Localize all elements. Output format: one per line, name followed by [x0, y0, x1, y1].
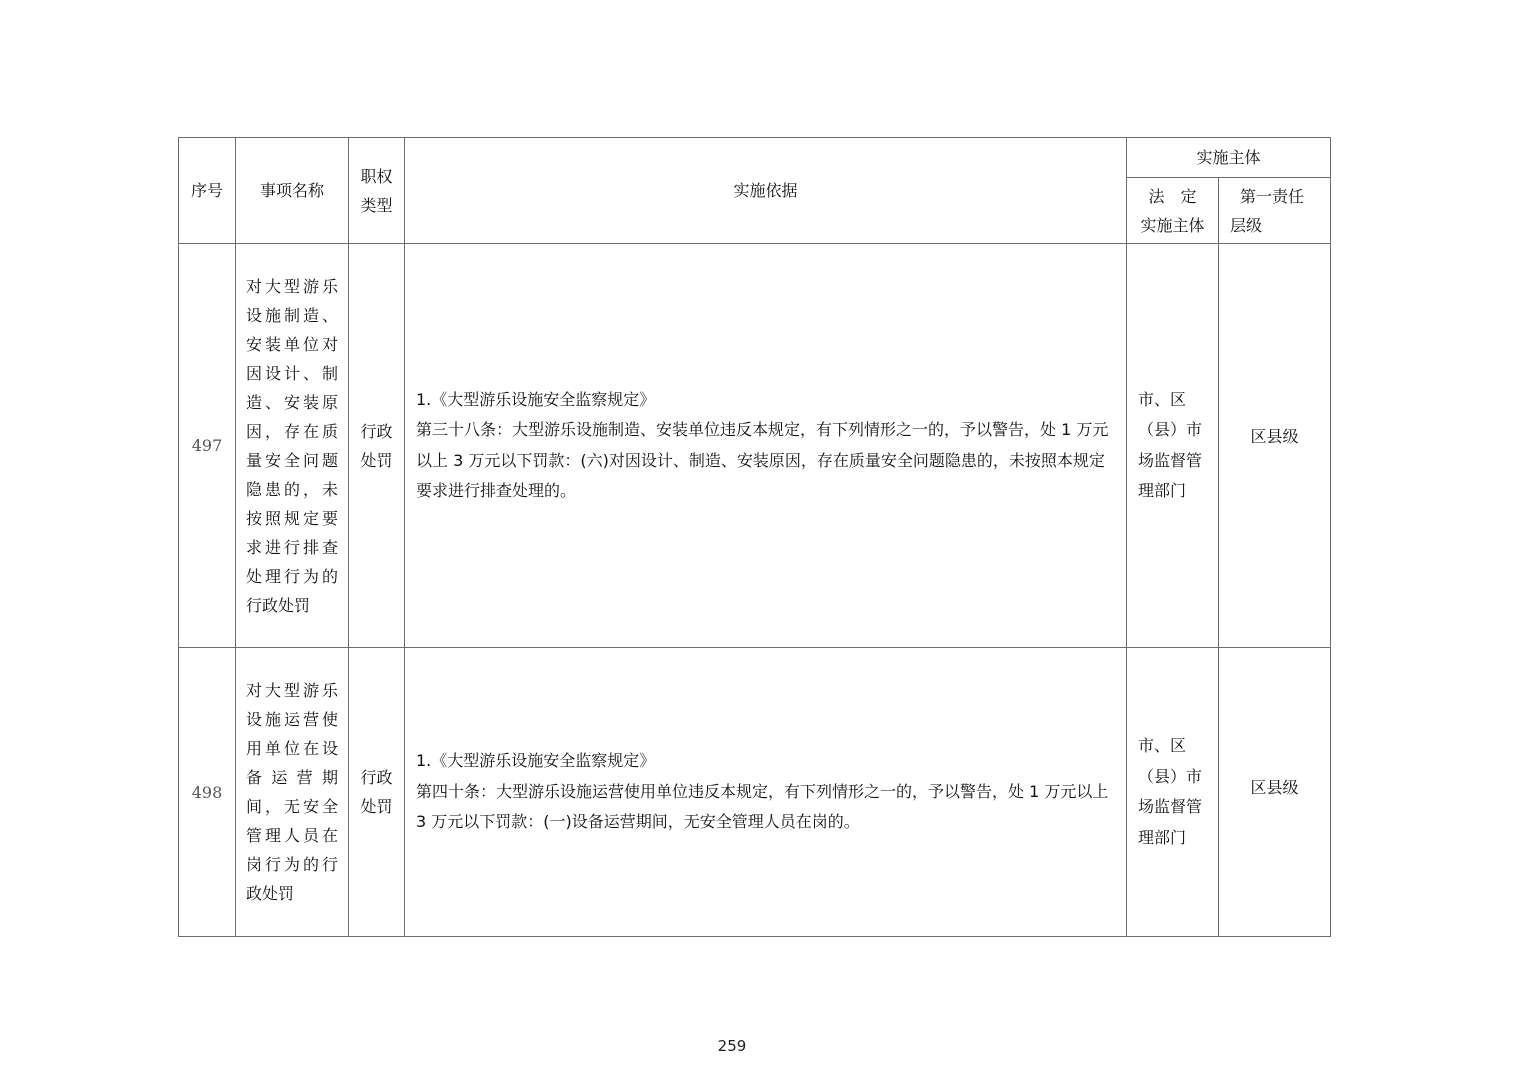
row-type: [349, 648, 405, 937]
header-type-line2: 类型: [360, 195, 393, 215]
page-number: 259: [717, 1037, 747, 1055]
row-type-line2: 处罚: [360, 797, 393, 816]
table-row: [179, 648, 1331, 937]
row-seq: 497: [179, 244, 236, 648]
header-basis: 实施依据: [405, 138, 1127, 244]
row-level: 区县级: [1219, 244, 1331, 648]
regulation-table: [178, 137, 1331, 937]
header-legal-line2: 实施主体: [1140, 215, 1205, 235]
row-type-line1: 行政: [360, 768, 393, 787]
row-item-name: [236, 244, 349, 648]
header-level-line2: 层级: [1230, 215, 1263, 235]
row-legal-subject-text: 市、区（县）市场监督管理部门: [1138, 736, 1203, 847]
row-item-name: [236, 648, 349, 937]
header-level: [1219, 178, 1331, 244]
header-level-line1: 第一责任: [1240, 186, 1305, 206]
row-legal-subject: [1127, 244, 1219, 648]
row-item-name-text: 对大型游乐设施运营使用单位在设备运营期间，无安全管理人员在岗行为的行政处罚: [246, 681, 338, 903]
header-type-line1: 职权: [360, 166, 393, 186]
header-subject: 实施主体: [1127, 138, 1331, 178]
header-legal-subject: [1127, 178, 1219, 244]
row-level: 区县级: [1219, 648, 1331, 937]
row-basis: [405, 244, 1127, 648]
row-item-name-text: 对大型游乐设施制造、安装单位对因设计、制造、安装原因，存在质量安全问题隐患的，未按照规定要求进行排查处理行为的行政处罚: [246, 276, 338, 615]
header-name: 事项名称: [236, 138, 349, 244]
row-legal-subject-text: 市、区（县）市场监督管理部门: [1138, 389, 1203, 500]
header-type: [349, 138, 405, 244]
header-row-top: [179, 138, 1331, 178]
row-basis-title: 1.《大型游乐设施安全监察规定》: [416, 389, 656, 409]
row-type: [349, 244, 405, 648]
row-seq: 498: [179, 648, 236, 937]
table-row: [179, 244, 1331, 648]
row-type-line1: 行政: [360, 421, 393, 441]
row-basis-title: 1.《大型游乐设施安全监察规定》: [416, 751, 656, 771]
row-legal-subject: [1127, 648, 1219, 937]
header-legal-line1: 法 定: [1148, 186, 1197, 206]
row-basis-text: 第四十条：大型游乐设施运营使用单位违反本规定，有下列情形之一的，予以警告，处 1 万元以上 3 万元以下罚款：(一)设备运营期间，无安全管理人员在岗的。: [416, 781, 1109, 832]
row-basis: [405, 648, 1127, 937]
header-seq: 序号: [179, 138, 236, 244]
row-basis-text: 第三十八条：大型游乐设施制造、安装单位违反本规定，有下列情形之一的，予以警告，处 1 万元以上 3 万元以下罚款：(六)对因设计、制造、安装原因，存在质量安全问题隐患的，未按照本规定要求进行排查处理的。: [416, 420, 1109, 500]
row-type-line2: 处罚: [360, 450, 393, 470]
